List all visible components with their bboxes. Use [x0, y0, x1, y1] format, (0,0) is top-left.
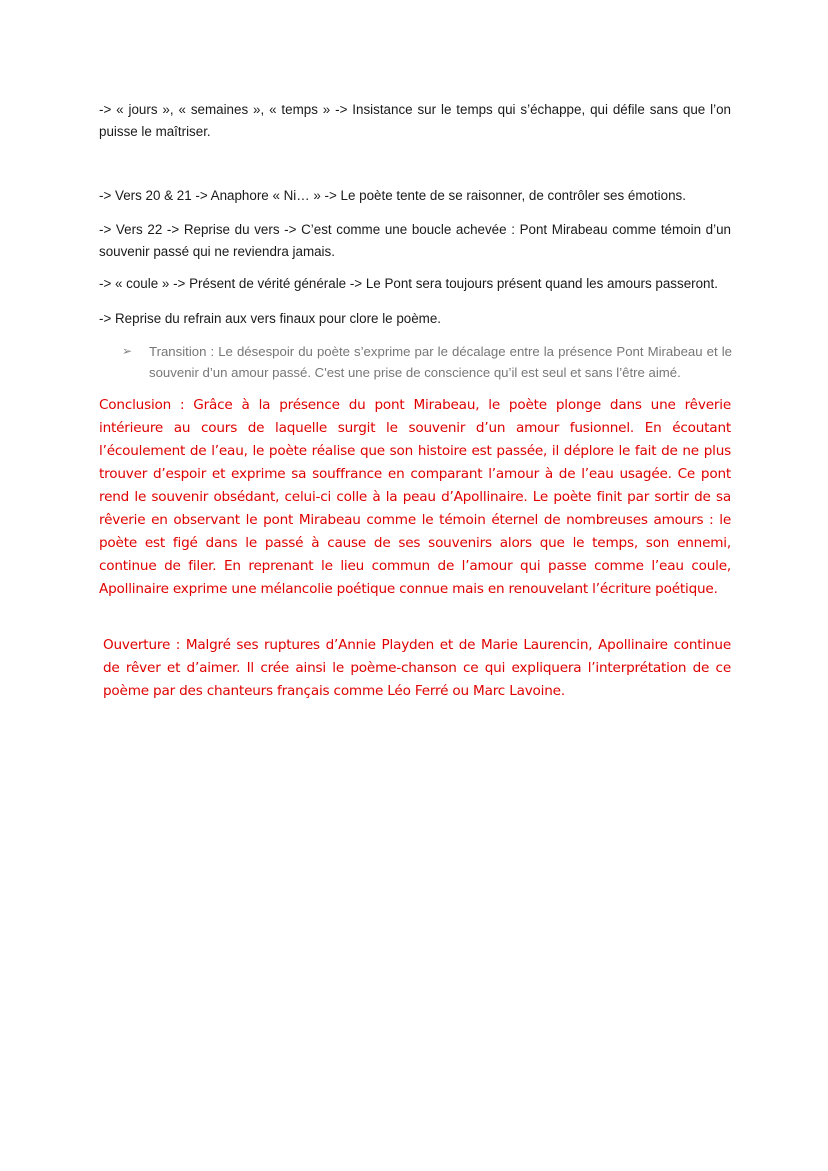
conclusion-paragraph: Conclusion : Grâce à la présence du pont Mirabeau, le poète plonge dans une rêverie intérieure au cours de laquelle surgit le souvenir d’un amour fusionnel. En écoutant l’écoulement de l’eau, le poète réalise que son histoire est passée, il déplore le fait de ne plus trouver d’espoir et exprime sa souffrance en comparant l’amour à de l’eau usagée. Ce pont rend le souvenir obsédant, celui-ci colle à la peau d’Apollinaire. Le poète finit par sortir de sa rêverie en observant le pont Mirabeau comme le témoin éternel de nombreuses amours : le poète est figé dans le passé à cause de ses souvenirs alors que le temps, son ennemi, continue de filer. En reprenant le lieu commun de l’amour qui passe comme l’eau coule, Apollinaire exprime une mélancolie poétique connue mais en renouvelant l’écriture poétique.	[99, 397, 731, 597]
paragraph-time-insistence: -> « jours », « semaines », « temps » -> Insistance sur le temps qui s’échappe, qui défile sans que l’on puisse le maîtriser.	[99, 102, 731, 139]
paragraph-reprise-vers: -> Vers 22 -> Reprise du vers -> C’est comme une boucle achevée : Pont Mirabeau comme témoin d’un souvenir passé qui ne reviendra jamais.	[99, 222, 731, 259]
arrow-bullet-icon: ➢	[122, 344, 133, 358]
paragraph-present-verite: -> « coule » -> Présent de vérité générale -> Le Pont sera toujours présent quand les amours passeront.	[99, 276, 718, 291]
ouverture-paragraph: Ouverture : Malgré ses ruptures d’Annie Playden et de Marie Laurencin, Apollinaire continue de rêver et d’aimer. Il crée ainsi le poème-chanson ce qui expliquera l’interprétation de ce poème par des chanteurs français comme Léo Ferré ou Marc Lavoine.	[103, 637, 731, 699]
transition-text: Transition : Le désespoir du poète s’exprime par le décalage entre la présence Pont Mirabeau et le souvenir d’un amour passé. C'est une prise de conscience qu’il est seul et sans l’être aimé.	[149, 344, 732, 380]
paragraph-anaphore: -> Vers 20 & 21 -> Anaphore « Ni… » -> Le poète tente de se raisonner, de contrôler ses émotions.	[99, 188, 686, 203]
paragraph-refrain: -> Reprise du refrain aux vers finaux pour clore le poème.	[99, 311, 442, 326]
transition-bullet-item	[122, 341, 732, 383]
